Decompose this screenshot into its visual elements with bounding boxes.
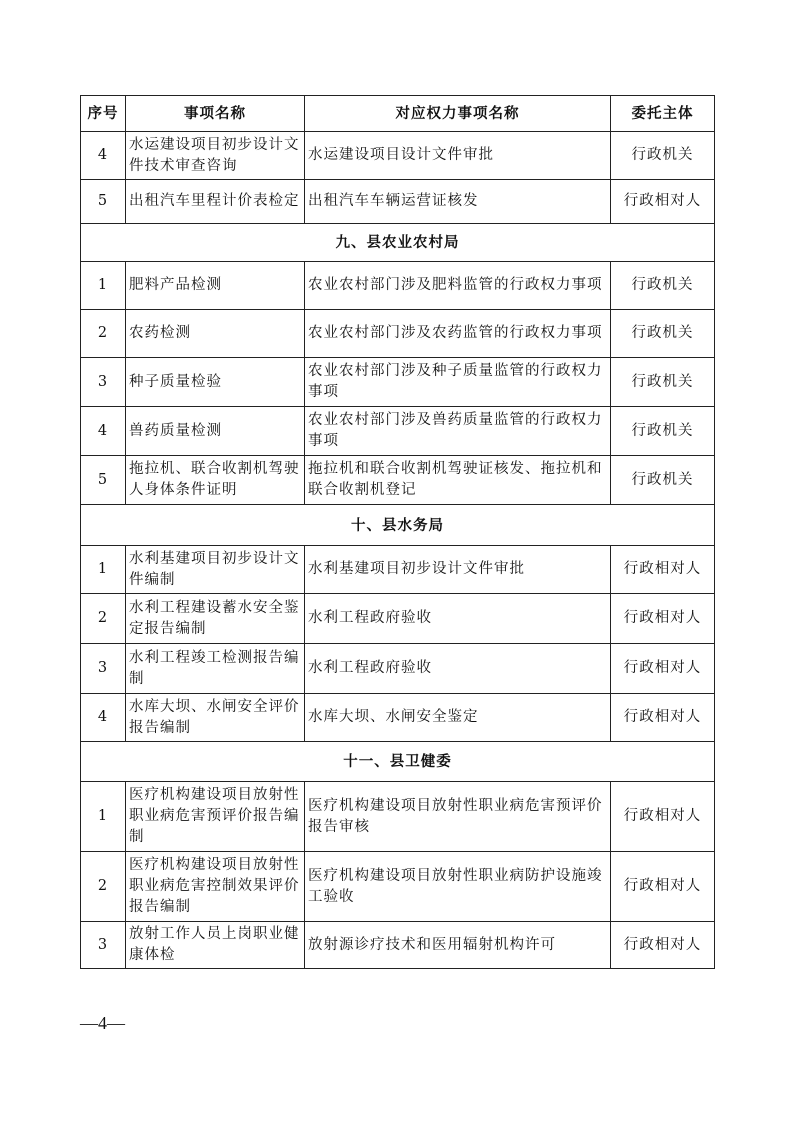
- item-name-cell: 水利基建项目初步设计文件编制: [126, 546, 305, 594]
- serial-cell: 1: [81, 262, 126, 310]
- section-title: 十、县水务局: [81, 505, 715, 546]
- subject-cell: 行政相对人: [611, 782, 715, 852]
- table-row: [81, 852, 715, 922]
- power-item-cell: 水利工程政府验收: [305, 594, 611, 644]
- item-name-cell: 放射工作人员上岗职业健康体检: [126, 922, 305, 969]
- table-row: [81, 594, 715, 644]
- header-item-name: 事项名称: [126, 96, 305, 132]
- power-item-cell: 拖拉机和联合收割机驾驶证核发、拖拉机和联合收割机登记: [305, 456, 611, 505]
- table-row: [81, 456, 715, 505]
- subject-cell: 行政机关: [611, 407, 715, 456]
- item-name-cell: 水利工程竣工检测报告编制: [126, 644, 305, 694]
- serial-cell: 2: [81, 310, 126, 358]
- power-item-cell: 农业农村部门涉及肥料监管的行政权力事项: [305, 262, 611, 310]
- subject-cell: 行政相对人: [611, 180, 715, 224]
- power-item-cell: 医疗机构建设项目放射性职业病危害预评价报告审核: [305, 782, 611, 852]
- serial-cell: 4: [81, 694, 126, 742]
- power-item-cell: 出租汽车车辆运营证核发: [305, 180, 611, 224]
- subject-cell: 行政机关: [611, 262, 715, 310]
- subject-cell: 行政机关: [611, 358, 715, 407]
- subject-cell: 行政相对人: [611, 594, 715, 644]
- item-name-cell: 兽药质量检测: [126, 407, 305, 456]
- serial-cell: 3: [81, 358, 126, 407]
- table-body: [81, 132, 715, 969]
- section-title: 九、县农业农村局: [81, 224, 715, 262]
- table-row: [81, 546, 715, 594]
- header-row: [81, 96, 715, 132]
- power-item-cell: 放射源诊疗技术和医用辐射机构许可: [305, 922, 611, 969]
- serial-cell: 3: [81, 644, 126, 694]
- section-row: [81, 742, 715, 782]
- serial-cell: 5: [81, 180, 126, 224]
- section-row: [81, 505, 715, 546]
- power-item-cell: 农业农村部门涉及农药监管的行政权力事项: [305, 310, 611, 358]
- item-name-cell: 肥料产品检测: [126, 262, 305, 310]
- power-item-cell: 农业农村部门涉及种子质量监管的行政权力事项: [305, 358, 611, 407]
- power-item-cell: 农业农村部门涉及兽药质量监管的行政权力事项: [305, 407, 611, 456]
- subject-cell: 行政相对人: [611, 694, 715, 742]
- section-row: [81, 224, 715, 262]
- subject-cell: 行政相对人: [611, 644, 715, 694]
- table-row: [81, 358, 715, 407]
- item-name-cell: 种子质量检验: [126, 358, 305, 407]
- subject-cell: 行政机关: [611, 310, 715, 358]
- serial-cell: 3: [81, 922, 126, 969]
- item-name-cell: 农药检测: [126, 310, 305, 358]
- subject-cell: 行政机关: [611, 132, 715, 180]
- subject-cell: 行政相对人: [611, 922, 715, 969]
- item-name-cell: 拖拉机、联合收割机驾驶人身体条件证明: [126, 456, 305, 505]
- subject-cell: 行政相对人: [611, 852, 715, 922]
- table-row: [81, 644, 715, 694]
- subject-cell: 行政相对人: [611, 546, 715, 594]
- table-row: [81, 310, 715, 358]
- table-row: [81, 180, 715, 224]
- item-name-cell: 水利工程建设蓄水安全鉴定报告编制: [126, 594, 305, 644]
- table-row: [81, 132, 715, 180]
- power-item-cell: 水利基建项目初步设计文件审批: [305, 546, 611, 594]
- header-delegation-subject: 委托主体: [611, 96, 715, 132]
- delegation-table: [80, 95, 715, 969]
- section-title: 十一、县卫健委: [81, 742, 715, 782]
- serial-cell: 1: [81, 546, 126, 594]
- item-name-cell: 医疗机构建设项目放射性职业病危害预评价报告编制: [126, 782, 305, 852]
- table-row: [81, 694, 715, 742]
- power-item-cell: 水运建设项目设计文件审批: [305, 132, 611, 180]
- serial-cell: 4: [81, 132, 126, 180]
- table-row: [81, 407, 715, 456]
- item-name-cell: 水运建设项目初步设计文件技术审查咨询: [126, 132, 305, 180]
- page-number: —4—: [80, 1013, 125, 1033]
- item-name-cell: 医疗机构建设项目放射性职业病危害控制效果评价报告编制: [126, 852, 305, 922]
- table-row: [81, 262, 715, 310]
- serial-cell: 1: [81, 782, 126, 852]
- power-item-cell: 水库大坝、水闸安全鉴定: [305, 694, 611, 742]
- item-name-cell: 出租汽车里程计价表检定: [126, 180, 305, 224]
- table-row: [81, 922, 715, 969]
- header-serial: 序号: [81, 96, 126, 132]
- serial-cell: 4: [81, 407, 126, 456]
- header-power-item-name: 对应权力事项名称: [305, 96, 611, 132]
- power-item-cell: 医疗机构建设项目放射性职业病防护设施竣工验收: [305, 852, 611, 922]
- serial-cell: 2: [81, 594, 126, 644]
- subject-cell: 行政机关: [611, 456, 715, 505]
- item-name-cell: 水库大坝、水闸安全评价报告编制: [126, 694, 305, 742]
- serial-cell: 5: [81, 456, 126, 505]
- serial-cell: 2: [81, 852, 126, 922]
- table-row: [81, 782, 715, 852]
- power-item-cell: 水利工程政府验收: [305, 644, 611, 694]
